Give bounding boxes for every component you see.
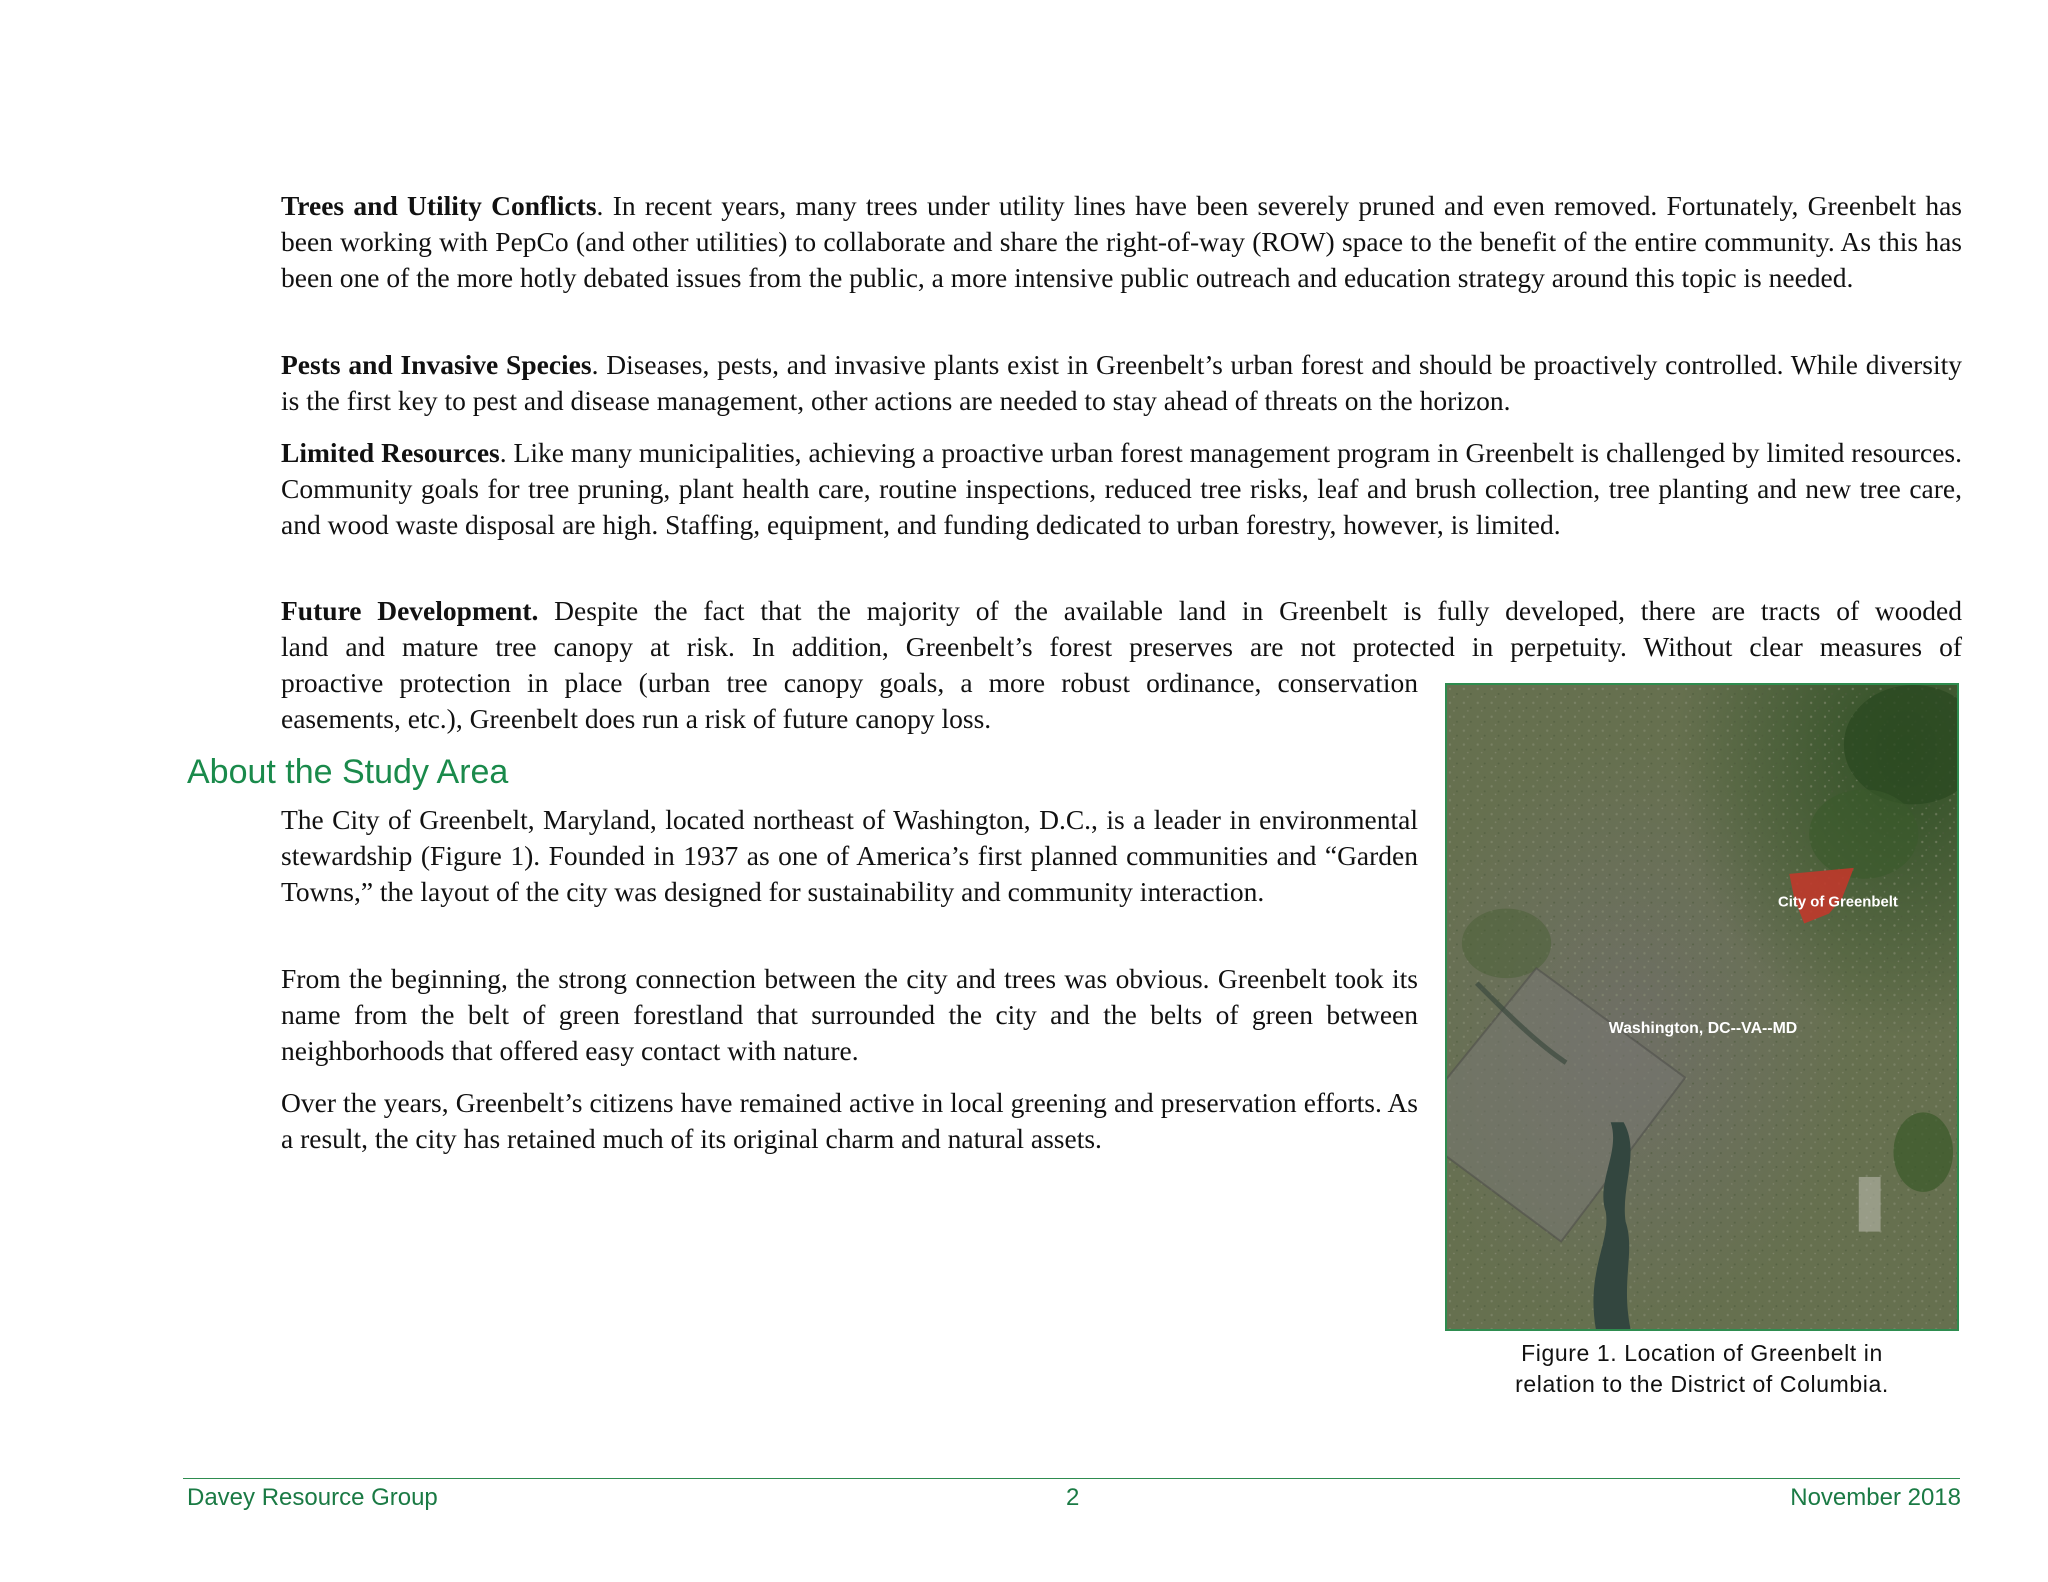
satellite-map-image xyxy=(1447,685,1957,1329)
figure-caption-line-1: Figure 1. Location of Greenbelt in xyxy=(1521,1340,1883,1366)
footer-date: November 2018 xyxy=(1790,1484,1961,1511)
greenbelt-map-label: City of Greenbelt xyxy=(1778,894,1898,911)
figure-caption-line-2: relation to the District of Columbia. xyxy=(1515,1371,1889,1397)
study-area-paragraph-1: The City of Greenbelt, Maryland, located northeast of Washington, D.C., is a leader in environmental stewardship (Figure 1). Founded in 1937 as one of America’s first planned communities and “Garden Towns,” the layout of the city was designed for sustainability and community interaction. xyxy=(281,804,1418,907)
limited-resources-heading: Limited Resources xyxy=(281,437,500,468)
future-development-line-4: easements, etc.), Greenbelt does run a risk of future canopy loss. xyxy=(281,703,992,734)
utility-conflicts-text: . In recent years, many trees under utility lines have been severely pruned and even removed. Fortunately, Greenbelt has been working with PepCo (and other utilities) to collaborate and share the right-of-way (ROW) space to the benefit of the entire community. As this has been one of the more hotly debated issues from the public, a more intensive public outreach and education strategy around this topic is needed. xyxy=(281,190,1963,293)
utility-conflicts-heading: Trees and Utility Conflicts xyxy=(281,190,597,221)
figure-1-caption xyxy=(1445,1338,1959,1400)
footer-divider xyxy=(183,1478,1960,1479)
limited-resources-text: . Like many municipalities, achieving a proactive urban forest management program in Greenbelt is challenged by limited resources. Community goals for tree pruning, plant health care, routine inspections, reduced tree risks, leaf and brush collection, tree planting and new tree care, and wood waste disposal are high. Staffing, equipment, and funding dedicated to urban forestry, however, is limited. xyxy=(281,437,1962,540)
study-area-paragraph-2: From the beginning, the strong connection between the city and trees was obvious. Greenbelt took its name from the belt of green forestland that surrounded the city and the belts of green between neighborhoods that offered easy contact with nature. xyxy=(281,963,1418,1066)
study-area-heading: About the Study Area xyxy=(187,753,509,791)
future-development-line-2: land and mature tree canopy at risk. In addition, Greenbelt’s forest preserves are not protected in perpetuity. Without clear measures of xyxy=(281,631,1962,662)
future-development-heading: Future Development. xyxy=(281,595,539,626)
figure-1-map xyxy=(1445,683,1959,1331)
limited-resources-paragraph xyxy=(281,435,1962,543)
footer-page-number: 2 xyxy=(1066,1484,1080,1511)
pests-heading: Pests and Invasive Species xyxy=(281,349,592,380)
pests-paragraph xyxy=(281,347,1962,419)
footer-organization: Davey Resource Group xyxy=(187,1484,438,1511)
future-development-line-1: Future Development. Despite the fact that the majority of the available land in Greenbelt is fully developed, there are tracts of wooded xyxy=(281,595,1962,626)
future-development-line-3: proactive protection in place (urban tree canopy goals, a more robust ordinance, conservation xyxy=(281,667,1418,698)
utility-conflicts-paragraph xyxy=(281,188,1962,296)
pests-text: . Diseases, pests, and invasive plants exist in Greenbelt’s urban forest and should be proactively controlled. While diversity is the first key to pest and disease management, other actions are needed to stay ahead of threats on the horizon. xyxy=(281,349,1962,416)
dc-map-label: Washington, DC--VA--MD xyxy=(1608,1019,1798,1037)
study-area-paragraph-3: Over the years, Greenbelt’s citizens have remained active in local greening and preservation efforts. As a result, the city has retained much of its original charm and natural assets. xyxy=(281,1087,1418,1154)
